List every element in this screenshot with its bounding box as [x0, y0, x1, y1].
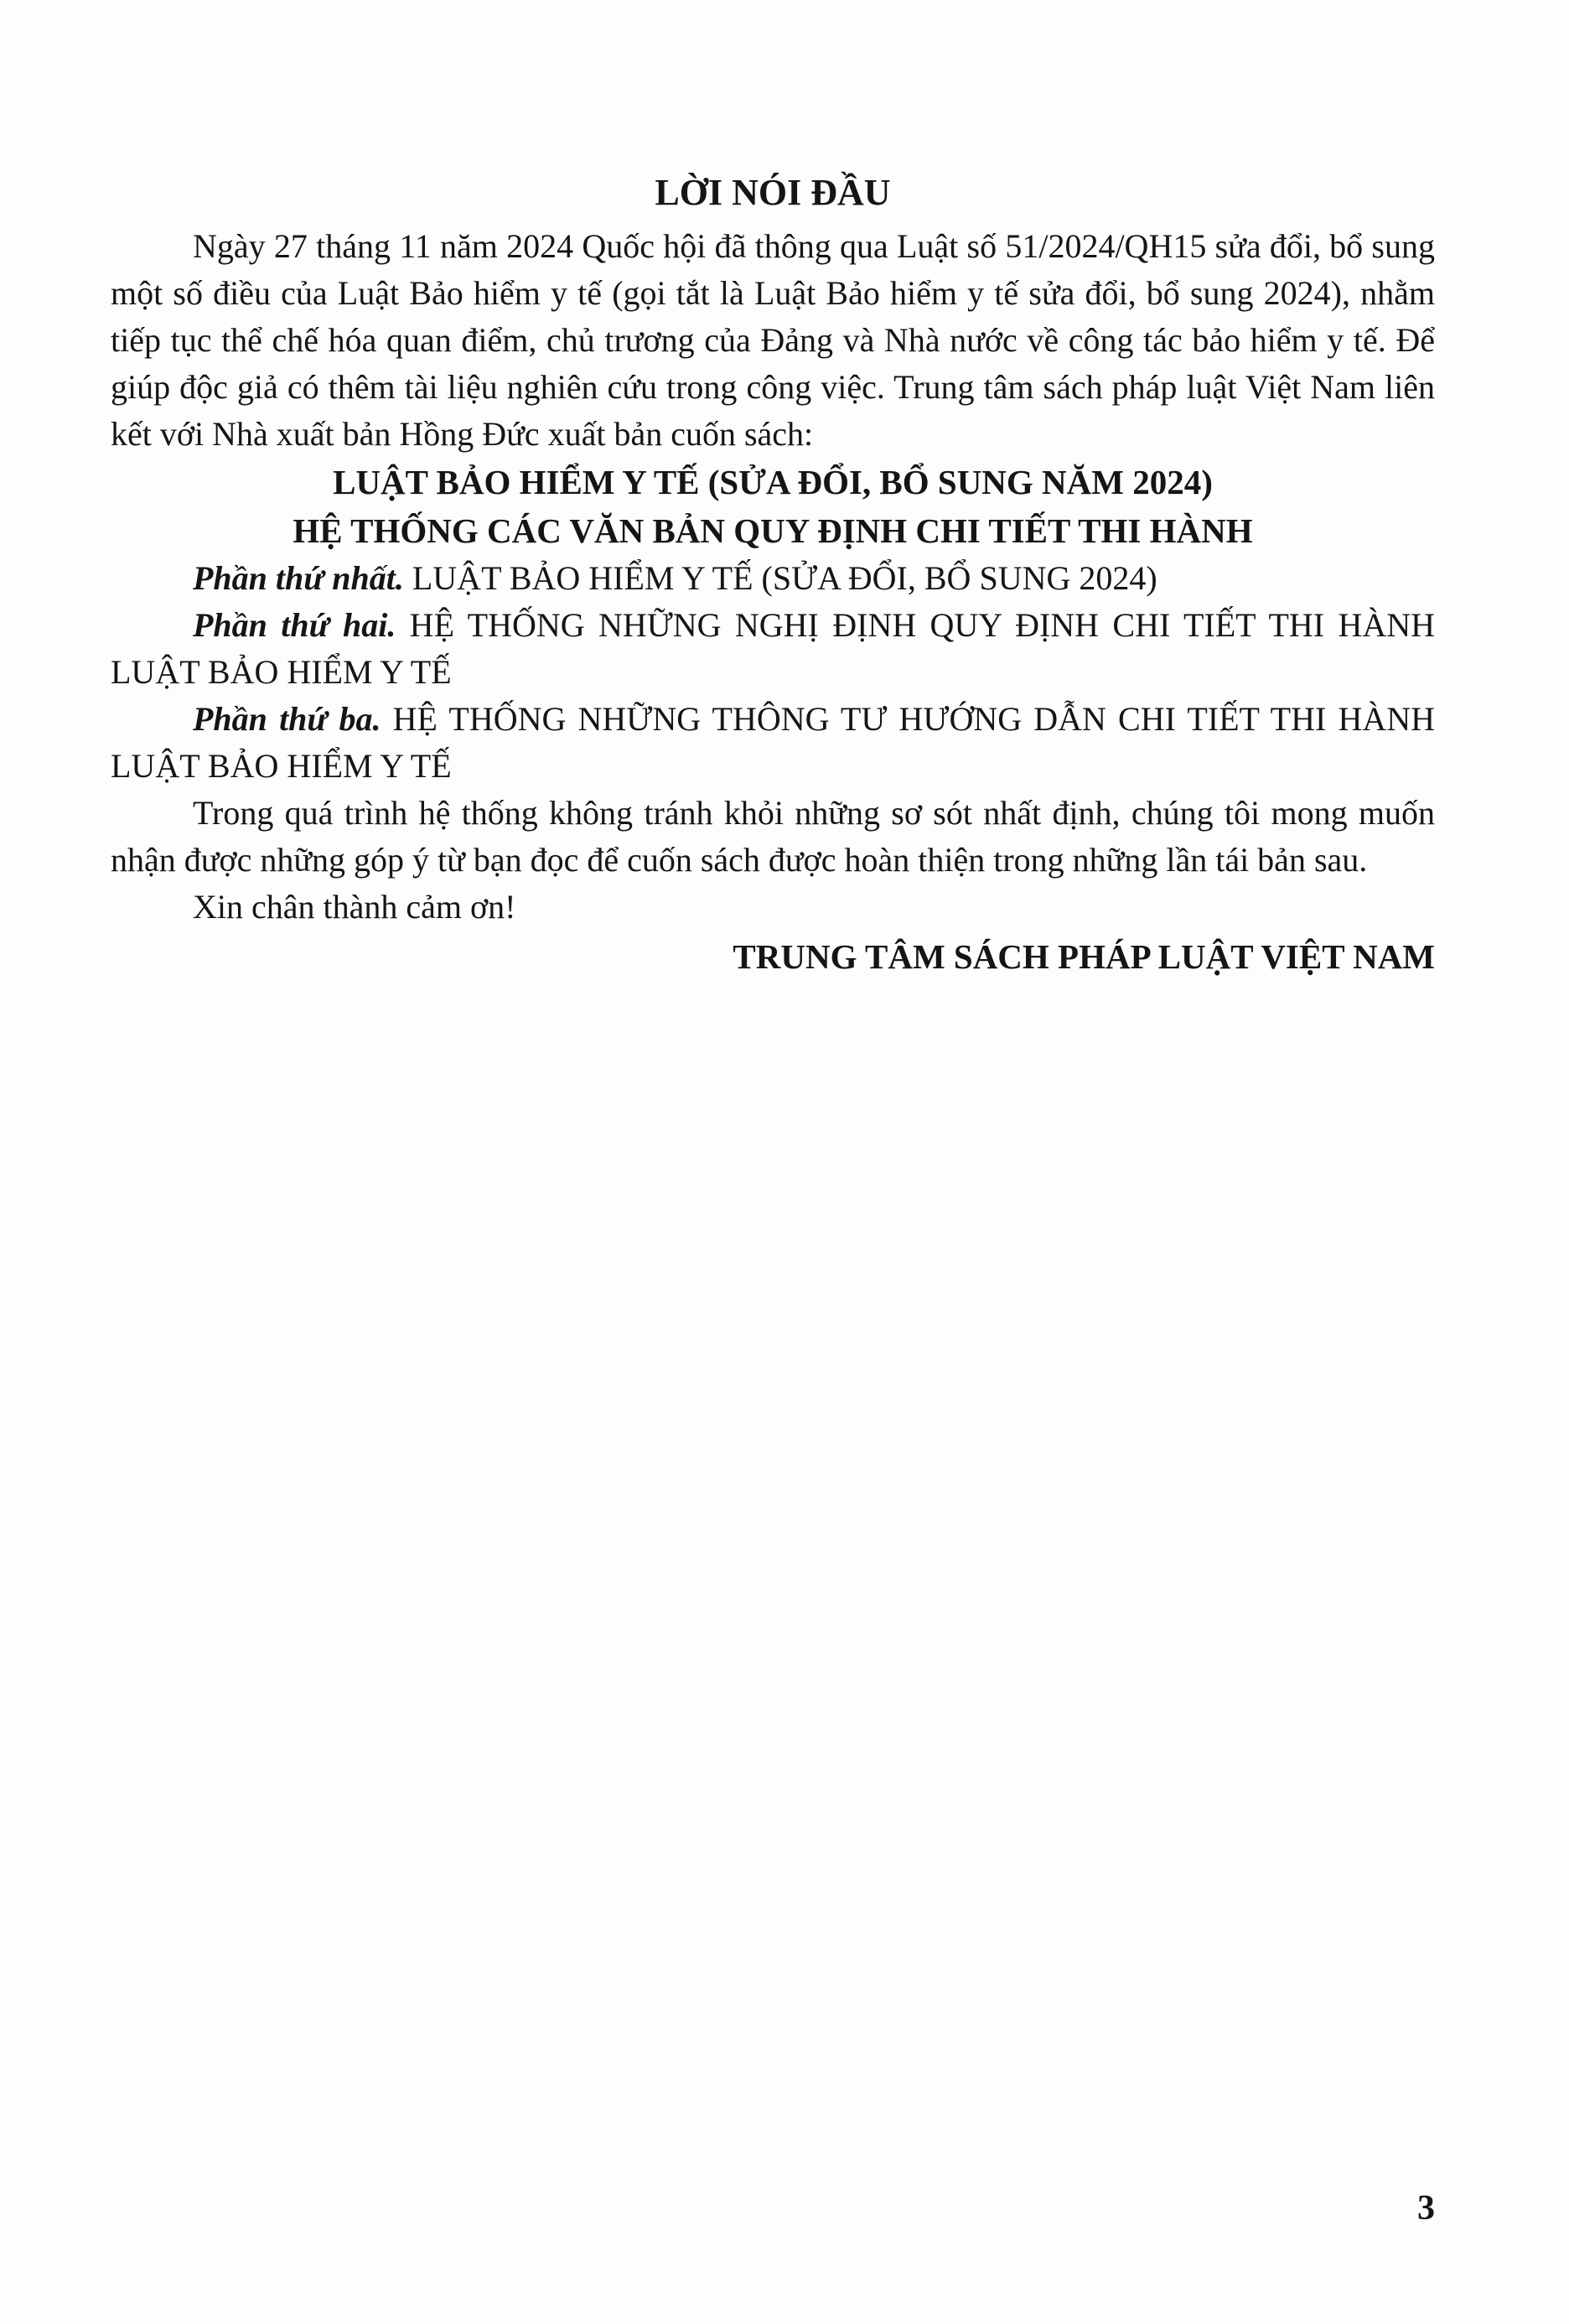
intro-paragraph: Ngày 27 tháng 11 năm 2024 Quốc hội đã thông qua Luật số 51/2024/QH15 sửa đổi, bổ sung một số điều của Luật Bảo hiểm y tế (gọi tắt là Luật Bảo hiểm y tế sửa đổi, bổ sung 2024), nhằm tiếp tục thể chế hóa quan điểm, chủ trương của Đảng và Nhà nước về công tác bảo hiểm y tế. Để giúp độc giả có thêm tài liệu nghiên cứu trong công việc. Trung tâm sách pháp luật Việt Nam liên kết với Nhà xuất bản Hồng Đức xuất bản cuốn sách: — [111, 227, 1435, 453]
part-three-text: HỆ THỐNG NHỮNG THÔNG TƯ HƯỚNG DẪN CHI TIẾT THI HÀNH LUẬT BẢO HIỂM Y TẾ — [111, 700, 1435, 785]
part-two-text: HỆ THỐNG NHỮNG NGHỊ ĐỊNH QUY ĐỊNH CHI TIẾT THI HÀNH LUẬT BẢO HIỂM Y TẾ — [111, 606, 1436, 691]
part-three-label: Phần thứ ba. — [193, 700, 381, 738]
part-two-label: Phần thứ hai. — [193, 606, 396, 644]
document-body — [111, 168, 1435, 981]
part-one — [111, 555, 1435, 602]
part-two — [111, 602, 1435, 696]
part-one-text: LUẬT BẢO HIỂM Y TẾ (SỬA ĐỔI, BỔ SUNG 2024) — [403, 559, 1157, 597]
book-title-line-1: LUẬT BẢO HIỂM Y TẾ (SỬA ĐỔI, BỔ SUNG NĂM 2024) — [333, 463, 1213, 501]
page-number: 3 — [1417, 2189, 1435, 2228]
thanks-line: Xin chân thành cảm ơn! — [193, 888, 516, 926]
book-title-line-2: HỆ THỐNG CÁC VĂN BẢN QUY ĐỊNH CHI TIẾT THI HÀNH — [293, 511, 1253, 550]
signature: TRUNG TÂM SÁCH PHÁP LUẬT VIỆT NAM — [733, 937, 1435, 976]
closing-paragraph: Trong quá trình hệ thống không tránh khỏi những sơ sót nhất định, chúng tôi mong muốn nhận được những góp ý từ bạn đọc để cuốn sách được hoàn thiện trong những lần tái bản sau. — [111, 794, 1435, 879]
page-title: LỜI NÓI ĐẦU — [655, 172, 891, 213]
part-three — [111, 696, 1435, 790]
part-one-label: Phần thứ nhất. — [193, 559, 404, 597]
